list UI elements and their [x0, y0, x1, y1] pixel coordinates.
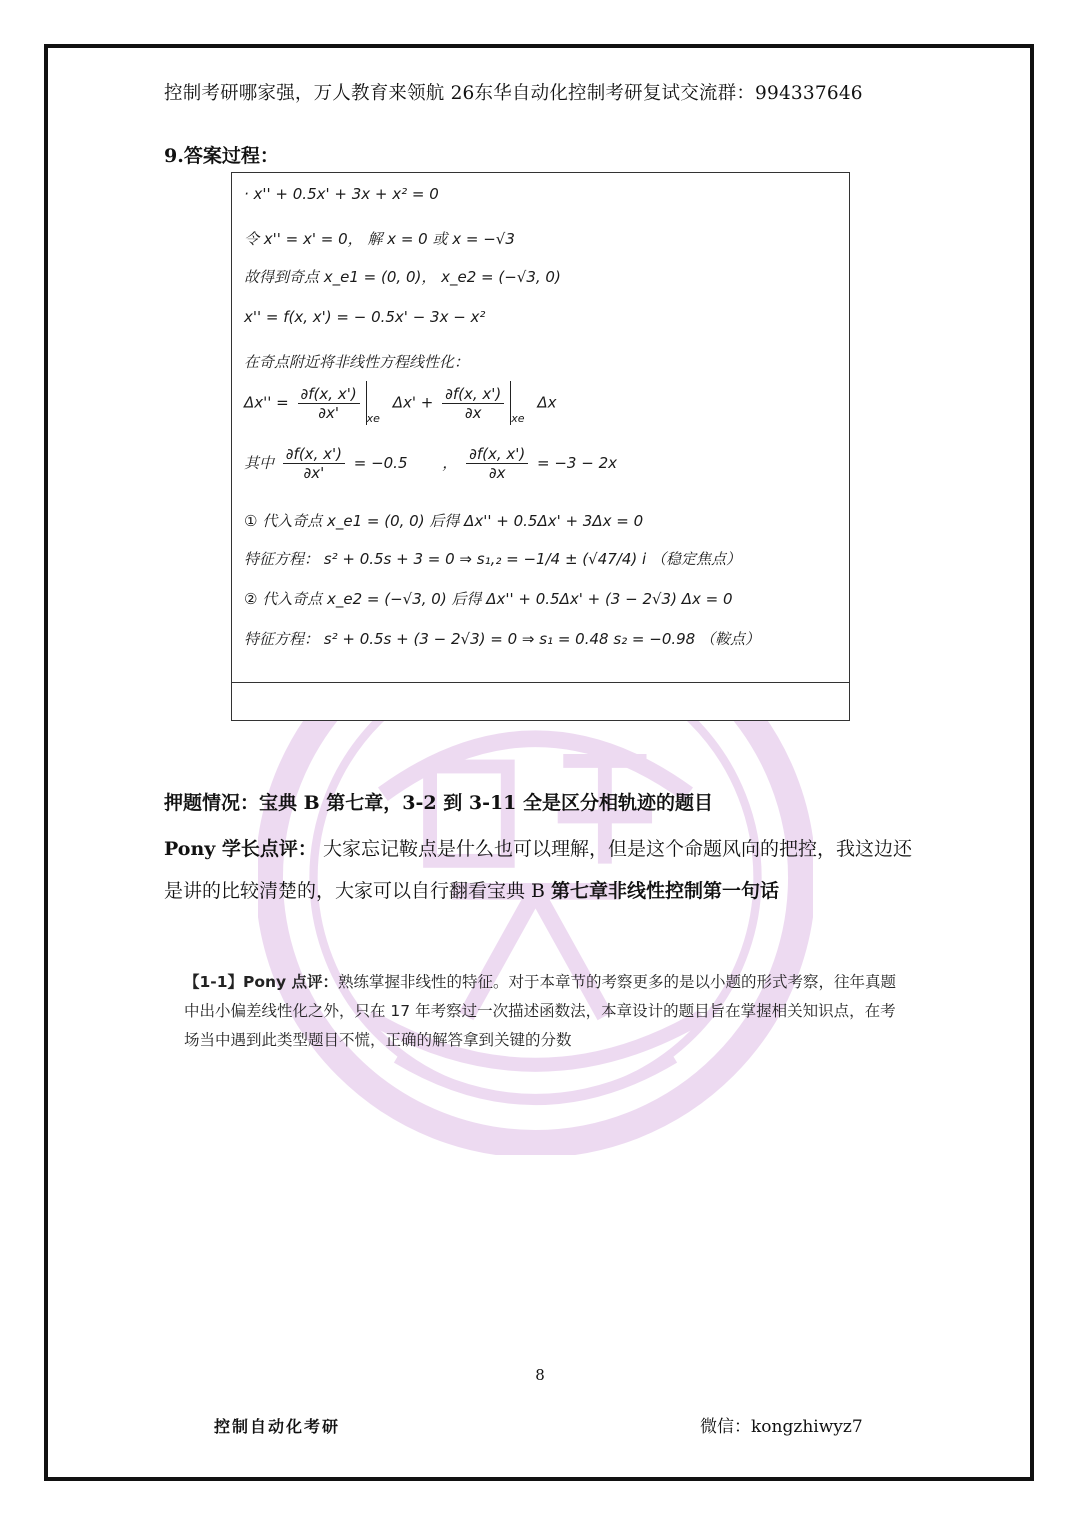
page-number: 8 [535, 1366, 545, 1384]
fraction-denominator: ∂x' [318, 403, 339, 422]
partial-value-2: = −3 − 2x [537, 454, 617, 472]
quoted-comment [184, 968, 904, 1055]
partial-fraction-1 [298, 385, 360, 422]
linearization-lhs: Δx'' = [244, 393, 289, 412]
answer-line-8: ① 代入奇点 x_e1 = (0, 0) 后得 Δx'' + 0.5Δx' + 3Δx = 0 [244, 512, 644, 530]
answer-line-6 [244, 381, 556, 425]
answer-line-11: 特征方程： s² + 0.5s + (3 − 2√3) = 0 ⇒ s₁ = 0.48 s₂ = −0.98 （鞍点） [244, 630, 760, 648]
review-text: 大家忘记鞍点是什么也可以理解，但是这个命题风向的把控，我这边还是讲的比较清楚的，大家可以自行翻看宝典 B [164, 838, 912, 902]
fraction-numerator: ∂f(x, x') [442, 385, 504, 404]
footer-left: 控制自动化考研 [214, 1417, 341, 1436]
fraction-denominator: ∂x [488, 464, 506, 482]
prediction-line [164, 788, 713, 815]
answer-line-10: ② 代入奇点 x_e2 = (−√3, 0) 后得 Δx'' + 0.5Δx' + (3 − 2√3) Δx = 0 [244, 590, 733, 608]
evaluation-bar [366, 381, 367, 425]
review-paragraph [164, 828, 924, 912]
linearization-mid: Δx' + [392, 393, 434, 412]
fraction-numerator: ∂f(x, x') [283, 445, 345, 464]
evaluation-bar [510, 381, 511, 425]
prediction-text: 押题情况：宝典 B 第七章，3-2 到 3-11 全是区分相轨迹的题目 [164, 792, 714, 814]
answer-line-7 [244, 445, 617, 482]
partial-fraction-4 [466, 445, 528, 482]
answer-line-1: · x'' + 0.5x' + 3x + x² = 0 [244, 185, 439, 203]
answer-line-4: x'' = f(x, x') = − 0.5x' − 3x − x² [244, 308, 486, 326]
evaluation-subscript: xe [511, 411, 525, 425]
quote-text: 熟练掌握非线性的特征。对于本章节的考察更多的是以小题的形式考察，往年真题中出小偏差线性化之外，只在 17 年考察过一次描述函数法，本章设计的题目旨在掌握相关知识点，在考场当中遇到此类型题目不慌，正确的解答拿到关键的分数 [184, 973, 897, 1049]
fraction-numerator: ∂f(x, x') [466, 445, 528, 464]
answer-box-divider [232, 682, 849, 683]
review-text-bold: 第七章非线性控制第一句话 [551, 880, 780, 902]
partial-fraction-3 [283, 445, 345, 482]
evaluation-subscript: xe [366, 411, 380, 425]
where-label: 其中 [244, 454, 275, 472]
answer-line-3: 故得到奇点 x_e1 = (0, 0)， x_e2 = (−√3, 0) [244, 268, 561, 286]
answer-line-2: 令 x'' = x' = 0， 解 x = 0 或 x = −√3 [244, 230, 515, 248]
partial-value-1: = −0.5 [353, 454, 408, 472]
review-label: Pony 学长点评： [164, 838, 317, 860]
handwritten-answer-box [231, 172, 850, 721]
page-header: 控制考研哪家强，万人教育来领航 26东华自动化控制考研复试交流群：994337646 [164, 83, 863, 104]
answer-line-5: 在奇点附近将非线性方程线性化： [244, 353, 470, 371]
footer-right: 微信：kongzhiwyz7 [700, 1417, 863, 1437]
partial-fraction-2 [442, 385, 504, 422]
fraction-denominator: ∂x [464, 403, 482, 422]
fraction-denominator: ∂x' [303, 464, 325, 482]
quote-label: 【1-1】Pony 点评： [184, 973, 339, 991]
answer-line-9: 特征方程： s² + 0.5s + 3 = 0 ⇒ s₁,₂ = −1/4 ± (√47/4) i （稳定焦点） [244, 550, 741, 568]
fraction-numerator: ∂f(x, x') [298, 385, 360, 404]
separator: ， [442, 454, 458, 472]
linearization-end: Δx [537, 393, 557, 412]
section-title: 9.答案过程： [164, 145, 279, 167]
